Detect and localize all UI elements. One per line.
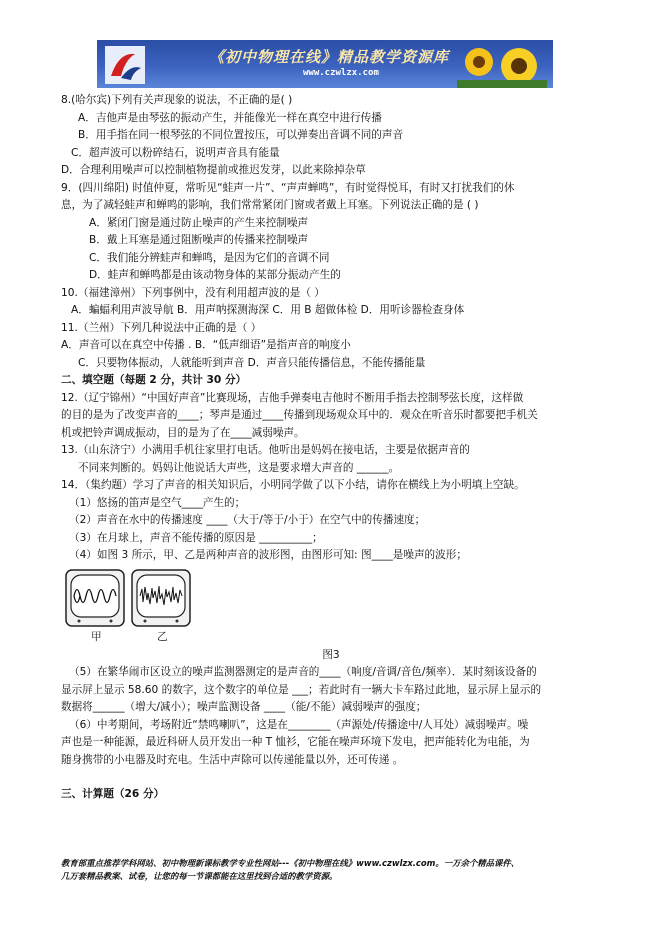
q13-line1: 13.（山东济宁）小满用手机往家里打电话。他听出是妈妈在接电话，主要是依据声音的: [61, 444, 470, 456]
sunflower-icon: [457, 42, 547, 88]
q9-option-d: D．蛙声和蝉鸣都是由该动物身体的某部分振动产生的: [89, 269, 341, 281]
q14-sub5-line2: 显示屏上显示 58.60 的数字，这个数字的单位是 ___；若此时有一辆大卡车路过此地，显示屏上显示的: [61, 683, 542, 696]
q14-sub6-line2: 声也是一种能源，最近科研人员开发出一种 T 恤衫，它能在噪声环境下发电，把声能转化为电能，为: [61, 736, 530, 748]
q10-stem: 10.（福建漳州）下列事例中，没有利用超声波的是（ ）: [61, 286, 325, 299]
q11-options-ab: A．声音可以在真空中传播 . B．“低声细语”是指声音的响度小: [61, 339, 351, 351]
q12-line1: 12.（辽宁锦州）“中国好声音”比赛现场，吉他手弹奏电吉他时不断用手指去控制琴弦长度，这样做: [61, 391, 524, 404]
q9-option-a: A．紧闭门窗是通过防止噪声的产生来控制噪声: [89, 216, 309, 229]
q14-sub5-line1: （5）在繁华闹市区设立的噪声监测器测定的是声音的____（响度/音调/音色/频率）．某时刻该设备的: [69, 666, 537, 678]
banner-title: 《初中物理在线》精品教学资源库: [209, 48, 450, 66]
exam-content: [61, 92, 601, 804]
q14-sub2: （2）声音在水中的传播速度 ____（大于/等于/小于）在空气中的传播速度；: [69, 514, 426, 526]
fig-label-yi: 乙: [157, 630, 168, 643]
spacer: [61, 769, 601, 786]
header-banner: [97, 40, 553, 88]
q12-line2: 的目的是为了改变声音的____；琴声是通过____传播到现场观众耳中的．观众在听音乐时都要把手机关: [61, 409, 538, 421]
waveform-figure: [61, 567, 601, 647]
page-footer: [61, 857, 601, 883]
q14-sub5-line3: 数据将______（增大/减小）；噪声监测设备 ____（能/不能）减弱噪声的强度；: [61, 701, 427, 713]
footer-line2: 几万套精品教案、试卷，让您的每一节课都能在这里找到合适的教学资源。: [61, 871, 338, 881]
q14-sub6-line1: （6）中考期间，考场附近“禁鸣喇叭”，这是在________（声源处/传播途中/人耳处）减弱噪声。噪: [69, 718, 529, 731]
fig-label-jia: 甲: [91, 630, 102, 643]
site-logo-icon: [105, 46, 145, 84]
footer-line1: 教育部重点推荐学科网站、初中物理新课标教学专业性网站---《初中物理在线》www.czwlzx.com。一万余个精品课件、: [61, 858, 520, 868]
q9-option-b: B．戴上耳塞是通过阻断噪声的传播来控制噪声: [89, 234, 309, 246]
q8-option-b: B．用手指在同一根琴弦的不同位置按压，可以弹奏出音调不同的声音: [78, 129, 404, 141]
q8-stem: 8.(哈尔宾)下列有关声现象的说法，不正确的是( ): [61, 94, 293, 106]
q14-sub6-line3: 随身携带的小电器及时充电。生活中声除可以传递能量以外，还可传递 。: [61, 753, 404, 766]
q12-line3: 机或把铃声调成振动，目的是为了在____减弱噪声。: [61, 426, 305, 439]
q8-option-d: D．合理利用噪声可以控制植物提前或推迟发芽，以此来除掉杂草: [61, 164, 366, 176]
q10-options: A．蝙蝠利用声波导航 B．用声呐探测海深 C．用 B 超做体检 D．用听诊器检查身体: [71, 304, 465, 316]
figure-caption: 图3: [322, 648, 340, 661]
q11-stem: 11.（兰州）下列几种说法中正确的是（ ）: [61, 321, 262, 334]
q9-stem-line1: 9．(四川绵阳) 时值仲夏，常听见“蛙声一片”、“声声蝉鸣”，有时觉得悦耳，有时又打扰我们的休: [61, 181, 515, 194]
waveform-yi-icon: [131, 569, 191, 627]
section-calc-heading: 三、计算题（26 分）: [61, 788, 165, 800]
banner-url: www.czwlzx.com: [303, 68, 379, 78]
q9-stem-line2: 息，为了减轻蛙声和蝉鸣的影响，我们常常紧闭门窗或者戴上耳塞。下列说法正确的是 ( ): [61, 199, 479, 211]
q14-sub1: （1）悠扬的笛声是空气____产生的；: [69, 496, 246, 509]
q14-sub4: （4）如图 3 所示，甲、乙是两种声音的波形图，由图形可知: 图____是噪声的波形；: [69, 549, 467, 561]
q13-line2: 不同来判断的。妈妈让他说话大声些，这是要求增大声音的 ______。: [78, 461, 400, 474]
q9-option-c: C．我们能分辨蛙声和蝉鸣，是因为它们的音调不同: [89, 251, 330, 264]
q8-option-c: C．超声波可以粉碎结石，说明声音具有能量: [71, 146, 280, 159]
q14-sub3: （3）在月球上，声音不能传播的原因是 __________；: [69, 531, 323, 544]
q14-line1: 14．（集约题）学习了声音的相关知识后，小明同学做了以下小结，请你在横线上为小明填上空缺。: [61, 479, 525, 491]
q11-options-cd: C．只要物体振动，人就能听到声音 D．声音只能传播信息，不能传播能量: [78, 356, 426, 369]
q8-option-a: A．吉他声是由琴弦的振动产生，并能像光一样在真空中进行传播: [78, 111, 382, 124]
section-fill-in-heading: 二、填空题（每题 2 分，共计 30 分）: [61, 374, 247, 386]
waveform-jia-icon: [65, 569, 125, 627]
